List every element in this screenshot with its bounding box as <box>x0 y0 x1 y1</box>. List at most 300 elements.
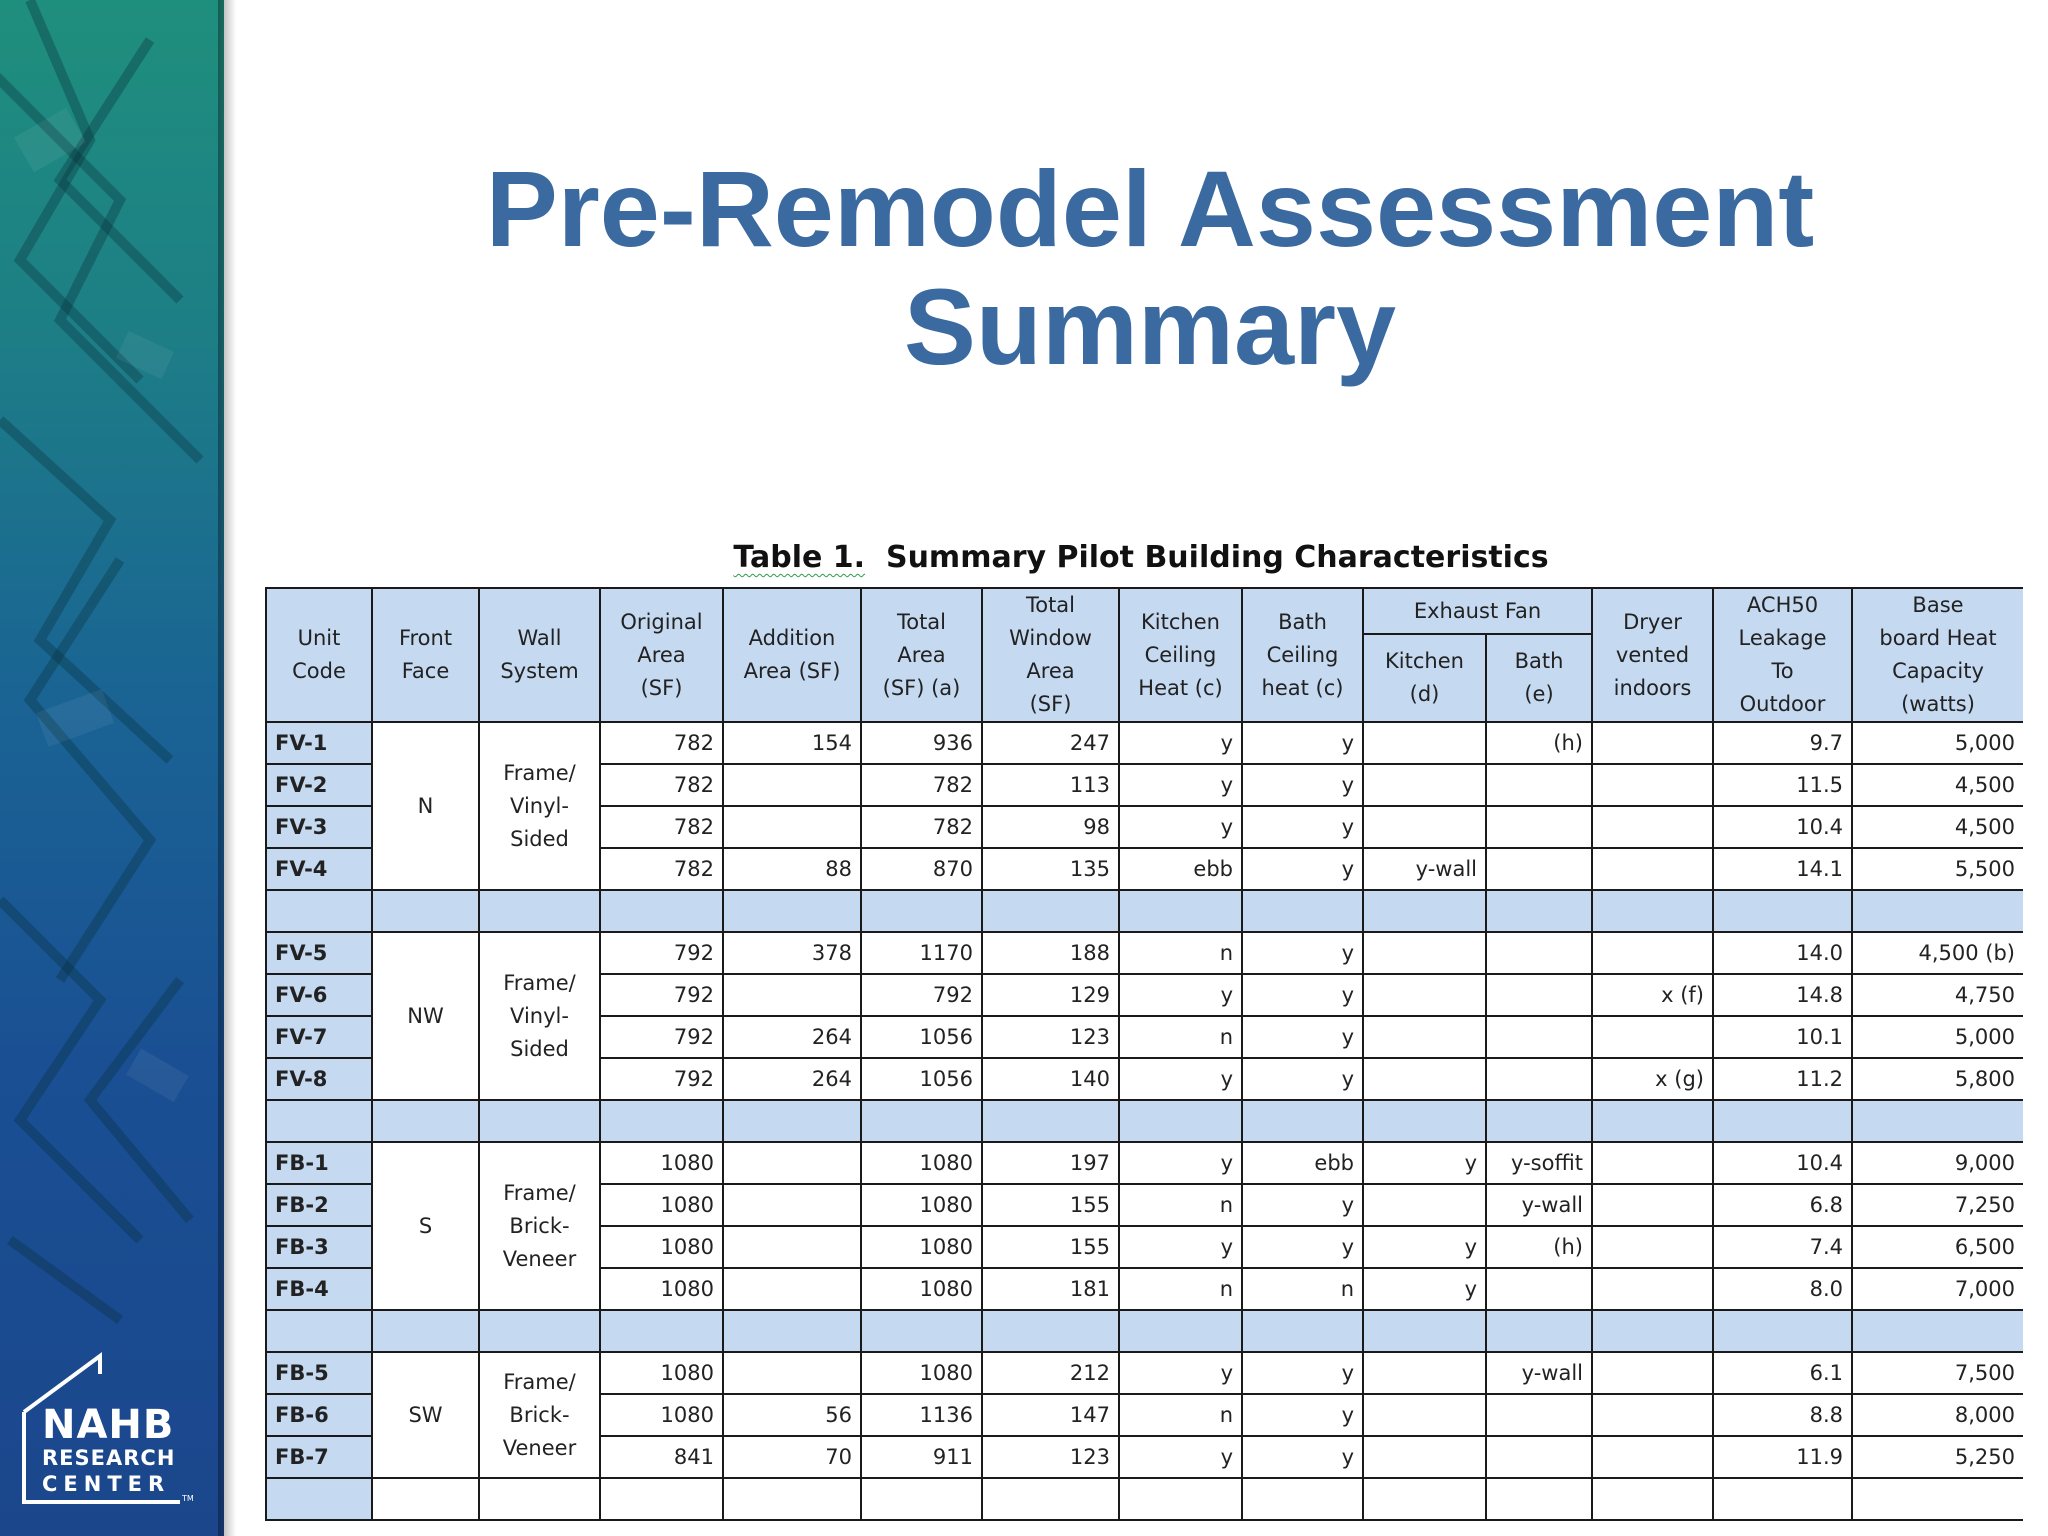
header-line: Window <box>1009 626 1092 650</box>
cell-original-area: 1080 <box>600 1352 723 1394</box>
separator-cell <box>1592 1310 1713 1352</box>
cell-exhaust-kitchen <box>1363 1436 1486 1478</box>
cell-kitchen-ceiling-heat: y <box>1119 1058 1242 1100</box>
cell-addition-area <box>723 1268 861 1310</box>
separator-cell <box>1713 890 1852 932</box>
cell-bath-ceiling-heat: y <box>1242 722 1363 764</box>
cell-addition-area: 264 <box>723 1058 861 1100</box>
wall-system-line: Sided <box>510 826 569 851</box>
separator-cell <box>982 1100 1119 1142</box>
cell-baseboard-capacity: 4,750 <box>1852 974 2023 1016</box>
cell-exhaust-kitchen <box>1363 806 1486 848</box>
wall-system-line: Frame/ <box>503 760 576 785</box>
header-line: Bath <box>1278 609 1327 634</box>
cell-kitchen-ceiling-heat: y <box>1119 974 1242 1016</box>
wall-system-line: Frame/ <box>503 1369 576 1394</box>
sidebar-shadow <box>218 0 236 1536</box>
cell-bath-ceiling-heat: y <box>1242 932 1363 974</box>
cell-bath-ceiling-heat: y <box>1242 1058 1363 1100</box>
cell-exhaust-kitchen <box>1363 932 1486 974</box>
cell-ach50: 14.8 <box>1713 974 1852 1016</box>
cutoff-cell <box>479 1478 600 1520</box>
cell-exhaust-kitchen: y-wall <box>1363 848 1486 890</box>
cutoff-cell <box>723 1478 861 1520</box>
cell-addition-area <box>723 806 861 848</box>
header-line: Base <box>1912 593 1964 617</box>
logo-name: NAHB <box>42 1402 175 1448</box>
wall-system-line: Brick- <box>509 1402 570 1427</box>
header-exhaust-bath <box>1486 634 1592 722</box>
separator-cell <box>479 1310 600 1352</box>
cell-exhaust-kitchen <box>1363 1016 1486 1058</box>
nahb-logo <box>16 1352 196 1512</box>
cell-kitchen-ceiling-heat: y <box>1119 806 1242 848</box>
cell-dryer-vented <box>1592 1352 1713 1394</box>
header-line: Face <box>401 659 450 683</box>
separator-cell <box>1363 1310 1486 1352</box>
cell-unit-code: FV-3 <box>266 806 372 848</box>
separator-cell <box>266 1310 372 1352</box>
cell-window-area: 188 <box>982 932 1119 974</box>
cell-total-area: 1056 <box>861 1016 982 1058</box>
cell-original-area: 1080 <box>600 1268 723 1310</box>
separator-cell <box>600 890 723 932</box>
cell-unit-code: FB-1 <box>266 1142 372 1184</box>
cell-window-area: 123 <box>982 1016 1119 1058</box>
header-line: Front <box>398 626 453 650</box>
separator-cell <box>1242 890 1363 932</box>
header-exhaust-fan: Exhaust Fan <box>1363 588 1592 634</box>
cell-dryer-vented <box>1592 1142 1713 1184</box>
cell-kitchen-ceiling-heat: y <box>1119 1142 1242 1184</box>
cell-dryer-vented <box>1592 1016 1713 1058</box>
header-ach50 <box>1713 588 1852 722</box>
cell-baseboard-capacity: 4,500 <box>1852 764 2023 806</box>
cell-total-area: 936 <box>861 722 982 764</box>
cell-bath-ceiling-heat: y <box>1242 1184 1363 1226</box>
cell-addition-area <box>723 1352 861 1394</box>
separator-cell <box>723 1310 861 1352</box>
building-characteristics-table <box>265 587 2023 1521</box>
cell-dryer-vented <box>1592 1226 1713 1268</box>
cell-bath-ceiling-heat: y <box>1242 764 1363 806</box>
cell-unit-code: FV-1 <box>266 722 372 764</box>
separator-cell <box>1592 1100 1713 1142</box>
cell-ach50: 10.4 <box>1713 806 1852 848</box>
cell-window-area: 147 <box>982 1394 1119 1436</box>
cell-addition-area <box>723 1184 861 1226</box>
cell-total-area: 1136 <box>861 1394 982 1436</box>
cell-bath-ceiling-heat: y <box>1242 1352 1363 1394</box>
cutoff-cell <box>600 1478 723 1520</box>
separator-cell <box>1852 1100 2023 1142</box>
cell-total-area: 1080 <box>861 1352 982 1394</box>
cell-exhaust-kitchen <box>1363 1184 1486 1226</box>
table-body <box>266 722 2023 1520</box>
cell-bath-ceiling-heat: n <box>1242 1268 1363 1310</box>
cutoff-cell <box>1242 1478 1363 1520</box>
cell-total-area: 1080 <box>861 1226 982 1268</box>
cell-total-area: 1080 <box>861 1184 982 1226</box>
header-line: Area (SF) <box>743 659 841 683</box>
header-line: board Heat <box>1879 626 1997 650</box>
header-line: Area <box>1026 659 1075 683</box>
cell-window-area: 98 <box>982 806 1119 848</box>
group-separator-row <box>266 1100 2023 1142</box>
cell-exhaust-bath: (h) <box>1486 722 1592 764</box>
separator-cell <box>982 1310 1119 1352</box>
cell-window-area: 197 <box>982 1142 1119 1184</box>
cell-ach50: 9.7 <box>1713 722 1852 764</box>
logo-trademark: TM <box>182 1494 194 1503</box>
header-line: To <box>1771 659 1794 683</box>
header-line: Addition <box>748 626 836 650</box>
cell-wall-system <box>479 1352 600 1478</box>
cell-front-face: S <box>372 1142 479 1310</box>
title-line-1: Pre-Remodel Assessment <box>485 148 1815 269</box>
cell-total-area: 1170 <box>861 932 982 974</box>
slide-title <box>300 150 2000 386</box>
cutoff-cell <box>982 1478 1119 1520</box>
header-line: Ceiling <box>1144 642 1217 667</box>
cell-total-area: 911 <box>861 1436 982 1478</box>
separator-cell <box>1486 890 1592 932</box>
cell-window-area: 113 <box>982 764 1119 806</box>
header-line: (SF) <box>640 675 683 700</box>
cell-ach50: 11.9 <box>1713 1436 1852 1478</box>
table-row <box>266 932 2023 974</box>
cutoff-cell <box>1119 1478 1242 1520</box>
cell-window-area: 155 <box>982 1226 1119 1268</box>
header-front-face <box>372 588 479 722</box>
cell-ach50: 10.1 <box>1713 1016 1852 1058</box>
cell-original-area: 792 <box>600 974 723 1016</box>
separator-cell <box>1713 1100 1852 1142</box>
separator-cell <box>1119 890 1242 932</box>
cell-kitchen-ceiling-heat: n <box>1119 932 1242 974</box>
cell-exhaust-bath <box>1486 764 1592 806</box>
cell-wall-system <box>479 722 600 890</box>
cell-original-area: 782 <box>600 764 723 806</box>
cell-baseboard-capacity: 5,000 <box>1852 722 2023 764</box>
cell-window-area: 212 <box>982 1352 1119 1394</box>
cell-dryer-vented <box>1592 1394 1713 1436</box>
cell-bath-ceiling-heat: y <box>1242 1016 1363 1058</box>
cell-unit-code: FV-8 <box>266 1058 372 1100</box>
cell-exhaust-bath <box>1486 1436 1592 1478</box>
cell-dryer-vented <box>1592 848 1713 890</box>
cutoff-cell <box>1486 1478 1592 1520</box>
cell-kitchen-ceiling-heat: y <box>1119 1226 1242 1268</box>
cell-kitchen-ceiling-heat: y <box>1119 1352 1242 1394</box>
cell-exhaust-kitchen <box>1363 1394 1486 1436</box>
cell-unit-code: FV-4 <box>266 848 372 890</box>
cell-ach50: 8.8 <box>1713 1394 1852 1436</box>
separator-cell <box>1852 890 2023 932</box>
cell-baseboard-capacity: 7,250 <box>1852 1184 2023 1226</box>
cell-original-area: 1080 <box>600 1184 723 1226</box>
cell-unit-code: FB-7 <box>266 1436 372 1478</box>
cell-ach50: 14.1 <box>1713 848 1852 890</box>
header-baseboard-capacity <box>1852 588 2023 722</box>
header-line: (SF) <box>1029 692 1072 716</box>
cell-bath-ceiling-heat: y <box>1242 848 1363 890</box>
cell-front-face: SW <box>372 1352 479 1478</box>
table-row <box>266 722 2023 764</box>
separator-cell <box>1592 890 1713 932</box>
cutoff-cell <box>1592 1478 1713 1520</box>
cell-unit-code: FB-2 <box>266 1184 372 1226</box>
separator-cell <box>600 1310 723 1352</box>
cell-bath-ceiling-heat: y <box>1242 1226 1363 1268</box>
header-line: Ceiling <box>1266 642 1339 667</box>
cell-bath-ceiling-heat: ebb <box>1242 1142 1363 1184</box>
sidebar-texture <box>0 0 224 1536</box>
cell-front-face: N <box>372 722 479 890</box>
header-unit-code <box>266 588 372 722</box>
separator-cell <box>266 890 372 932</box>
cell-unit-code: FB-6 <box>266 1394 372 1436</box>
cell-window-area: 247 <box>982 722 1119 764</box>
table-caption-text: Summary Pilot Building Characteristics <box>885 540 1549 575</box>
cell-original-area: 792 <box>600 1016 723 1058</box>
cell-exhaust-bath: y-wall <box>1486 1352 1592 1394</box>
table-row <box>266 1352 2023 1394</box>
separator-cell <box>861 1100 982 1142</box>
cell-wall-system <box>479 932 600 1100</box>
separator-cell <box>479 1100 600 1142</box>
table-header <box>266 588 2023 722</box>
header-line: System <box>500 659 579 683</box>
cell-total-area: 1056 <box>861 1058 982 1100</box>
cell-kitchen-ceiling-heat: n <box>1119 1394 1242 1436</box>
separator-cell <box>1242 1310 1363 1352</box>
cell-exhaust-kitchen: y <box>1363 1226 1486 1268</box>
cell-total-area: 1080 <box>861 1142 982 1184</box>
cell-unit-code: FB-4 <box>266 1268 372 1310</box>
header-window-area <box>982 588 1119 722</box>
header-wall-system <box>479 588 600 722</box>
table-row <box>266 1142 2023 1184</box>
logo-line2: RESEARCH <box>42 1446 176 1470</box>
cell-baseboard-capacity: 7,000 <box>1852 1268 2023 1310</box>
header-addition-area <box>723 588 861 722</box>
cell-exhaust-kitchen <box>1363 1058 1486 1100</box>
separator-cell <box>1486 1100 1592 1142</box>
header-line: (e) <box>1524 682 1554 707</box>
separator-cell <box>600 1100 723 1142</box>
header-line: (watts) <box>1901 692 1975 716</box>
cell-addition-area <box>723 974 861 1016</box>
cell-exhaust-bath <box>1486 1394 1592 1436</box>
header-line: Outdoor <box>1739 692 1826 716</box>
cell-exhaust-kitchen <box>1363 974 1486 1016</box>
cell-kitchen-ceiling-heat: y <box>1119 764 1242 806</box>
cell-exhaust-bath <box>1486 932 1592 974</box>
group-separator-row <box>266 890 2023 932</box>
cell-bath-ceiling-heat: y <box>1242 1394 1363 1436</box>
header-line: Leakage <box>1738 626 1827 650</box>
cell-ach50: 6.8 <box>1713 1184 1852 1226</box>
table-container <box>265 587 2023 1536</box>
cell-total-area: 782 <box>861 806 982 848</box>
cell-dryer-vented <box>1592 722 1713 764</box>
cell-baseboard-capacity: 6,500 <box>1852 1226 2023 1268</box>
cell-baseboard-capacity: 8,000 <box>1852 1394 2023 1436</box>
header-kitchen-ceiling-heat <box>1119 588 1242 722</box>
header-line: Area <box>897 642 946 667</box>
title-line-2: Summary <box>903 266 1397 387</box>
header-line: Total <box>896 609 947 634</box>
separator-cell <box>723 1100 861 1142</box>
cell-addition-area: 88 <box>723 848 861 890</box>
cell-original-area: 1080 <box>600 1142 723 1184</box>
cell-original-area: 782 <box>600 848 723 890</box>
separator-cell <box>1713 1310 1852 1352</box>
header-line: (d) <box>1409 682 1440 707</box>
cell-exhaust-bath <box>1486 848 1592 890</box>
cell-total-area: 870 <box>861 848 982 890</box>
group-separator-row <box>266 1310 2023 1352</box>
wall-system-line: Veneer <box>502 1435 577 1460</box>
header-bath-ceiling-heat <box>1242 588 1363 722</box>
header-line: indoors <box>1613 675 1692 700</box>
cell-unit-code: FB-3 <box>266 1226 372 1268</box>
cell-unit-code: FB-5 <box>266 1352 372 1394</box>
cell-ach50: 7.4 <box>1713 1226 1852 1268</box>
header-line: Kitchen <box>1385 649 1464 674</box>
header-line: Code <box>292 659 346 683</box>
cell-unit-code: FV-7 <box>266 1016 372 1058</box>
header-line: heat (c) <box>1261 675 1344 700</box>
cell-baseboard-capacity: 5,250 <box>1852 1436 2023 1478</box>
cell-baseboard-capacity: 4,500 <box>1852 806 2023 848</box>
cell-exhaust-bath: (h) <box>1486 1226 1592 1268</box>
cell-exhaust-bath <box>1486 806 1592 848</box>
cell-window-area: 135 <box>982 848 1119 890</box>
cutoff-cell <box>266 1478 372 1520</box>
cell-exhaust-bath <box>1486 1268 1592 1310</box>
cell-kitchen-ceiling-heat: y <box>1119 722 1242 764</box>
table-row-cutoff <box>266 1478 2023 1520</box>
table-caption <box>262 540 2020 575</box>
cell-exhaust-kitchen <box>1363 1352 1486 1394</box>
cell-kitchen-ceiling-heat: n <box>1119 1184 1242 1226</box>
cell-addition-area: 56 <box>723 1394 861 1436</box>
separator-cell <box>1119 1100 1242 1142</box>
cell-dryer-vented <box>1592 806 1713 848</box>
cell-ach50: 11.2 <box>1713 1058 1852 1100</box>
cutoff-cell <box>861 1478 982 1520</box>
header-line: Capacity <box>1892 659 1984 683</box>
cell-original-area: 782 <box>600 806 723 848</box>
header-line: Bath <box>1514 649 1564 674</box>
header-line: Dryer <box>1623 609 1682 634</box>
cell-addition-area: 70 <box>723 1436 861 1478</box>
wall-system-line: Sided <box>510 1036 569 1061</box>
cell-window-area: 123 <box>982 1436 1119 1478</box>
wall-system-line: Frame/ <box>503 1180 576 1205</box>
cell-addition-area: 154 <box>723 722 861 764</box>
cell-kitchen-ceiling-heat: n <box>1119 1016 1242 1058</box>
cell-addition-area: 378 <box>723 932 861 974</box>
cell-window-area: 155 <box>982 1184 1119 1226</box>
cell-exhaust-kitchen <box>1363 764 1486 806</box>
cell-exhaust-bath <box>1486 1058 1592 1100</box>
cell-total-area: 792 <box>861 974 982 1016</box>
header-line: Unit <box>297 626 341 650</box>
separator-cell <box>266 1100 372 1142</box>
separator-cell <box>1363 1100 1486 1142</box>
cell-exhaust-bath <box>1486 1016 1592 1058</box>
cell-dryer-vented: x (g) <box>1592 1058 1713 1100</box>
cell-total-area: 1080 <box>861 1268 982 1310</box>
cell-addition-area <box>723 1142 861 1184</box>
cell-original-area: 1080 <box>600 1394 723 1436</box>
cutoff-cell <box>1363 1478 1486 1520</box>
table-caption-number: Table 1. <box>733 540 866 575</box>
wall-system-line: Brick- <box>509 1213 570 1238</box>
cell-addition-area: 264 <box>723 1016 861 1058</box>
cell-dryer-vented <box>1592 764 1713 806</box>
header-line: Wall <box>517 626 562 650</box>
cell-original-area: 792 <box>600 932 723 974</box>
header-line: (SF) (a) <box>882 675 961 700</box>
separator-cell <box>1486 1310 1592 1352</box>
header-line: Original <box>620 609 703 634</box>
cutoff-cell <box>1852 1478 2023 1520</box>
separator-cell <box>723 890 861 932</box>
cell-window-area: 140 <box>982 1058 1119 1100</box>
separator-cell <box>372 1310 479 1352</box>
cell-ach50: 10.4 <box>1713 1142 1852 1184</box>
separator-cell <box>479 890 600 932</box>
header-total-area <box>861 588 982 722</box>
wall-system-line: Veneer <box>502 1246 577 1271</box>
header-exhaust-kitchen <box>1363 634 1486 722</box>
cell-exhaust-bath <box>1486 974 1592 1016</box>
cell-baseboard-capacity: 5,000 <box>1852 1016 2023 1058</box>
cell-dryer-vented <box>1592 1436 1713 1478</box>
separator-cell <box>1242 1100 1363 1142</box>
cell-bath-ceiling-heat: y <box>1242 974 1363 1016</box>
header-dryer-vented <box>1592 588 1713 722</box>
separator-cell <box>1852 1310 2023 1352</box>
cutoff-cell <box>372 1478 479 1520</box>
cell-ach50: 8.0 <box>1713 1268 1852 1310</box>
cell-ach50: 6.1 <box>1713 1352 1852 1394</box>
cell-original-area: 792 <box>600 1058 723 1100</box>
cell-front-face: NW <box>372 932 479 1100</box>
header-line: ACH50 <box>1746 593 1819 617</box>
cell-exhaust-kitchen: y <box>1363 1268 1486 1310</box>
cell-total-area: 782 <box>861 764 982 806</box>
cutoff-cell <box>1713 1478 1852 1520</box>
header-line: Kitchen <box>1141 609 1220 634</box>
separator-cell <box>861 1310 982 1352</box>
cell-dryer-vented <box>1592 1184 1713 1226</box>
cell-baseboard-capacity: 5,800 <box>1852 1058 2023 1100</box>
header-original-area <box>600 588 723 722</box>
separator-cell <box>372 890 479 932</box>
cell-kitchen-ceiling-heat: n <box>1119 1268 1242 1310</box>
cell-baseboard-capacity: 5,500 <box>1852 848 2023 890</box>
cell-kitchen-ceiling-heat: ebb <box>1119 848 1242 890</box>
cell-dryer-vented <box>1592 1268 1713 1310</box>
cell-addition-area <box>723 764 861 806</box>
header-line: vented <box>1615 642 1690 667</box>
cell-original-area: 1080 <box>600 1226 723 1268</box>
